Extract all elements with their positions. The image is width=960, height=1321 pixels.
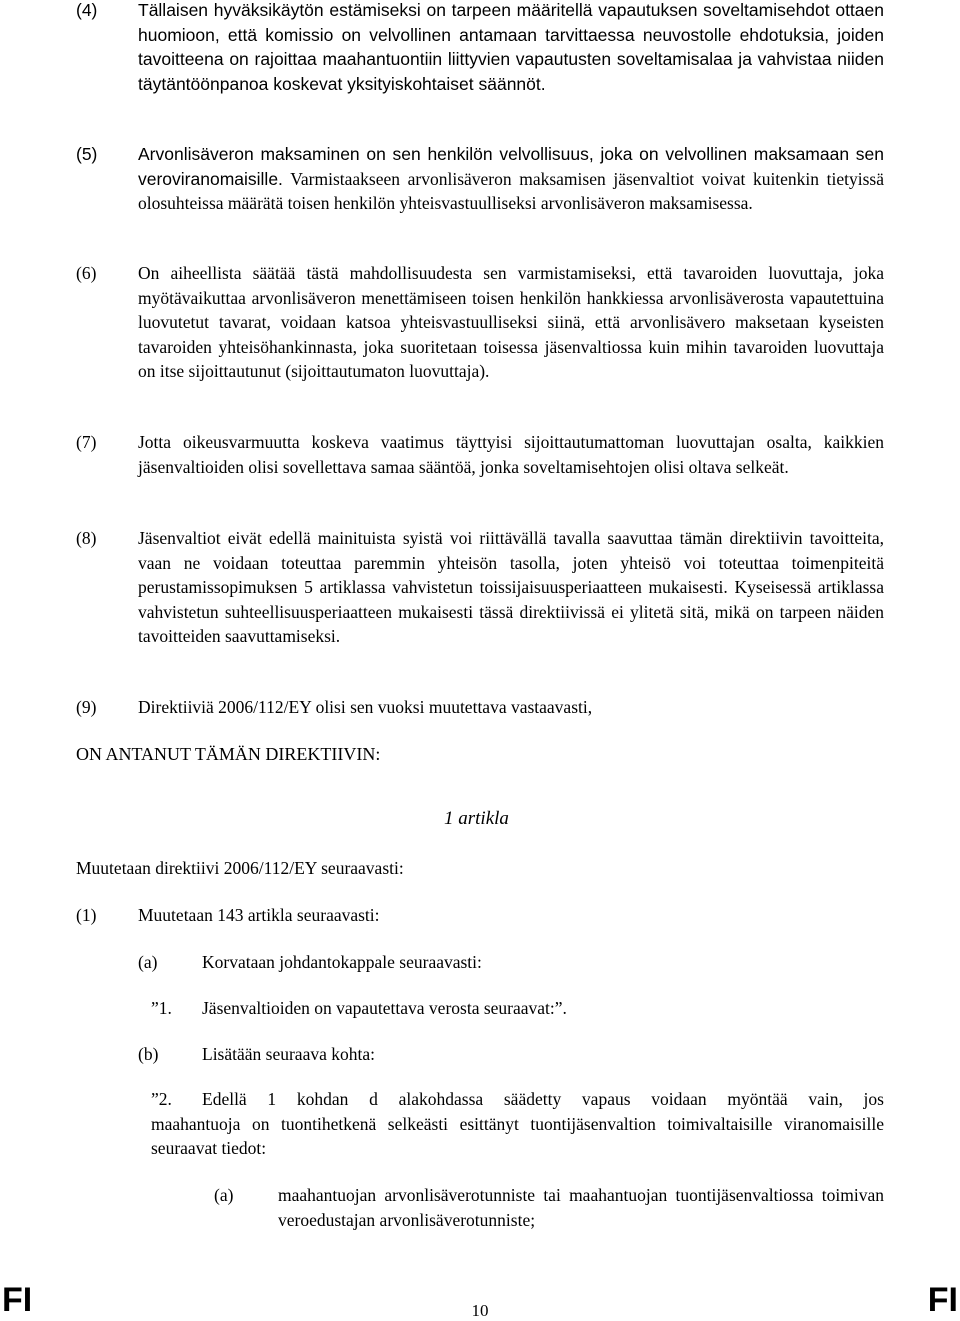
recital-number: (5) bbox=[76, 144, 98, 164]
footer-language-left: FI bbox=[2, 1281, 33, 1319]
recital-text: On aiheellista säätää tästä mahdollisuudesta sen varmistamiseksi, että tavaroiden luovuttaja, joka myötävaikuttaa arvonlisäveron menettämiseen toisen henkilön hankkiessa arvonlisäverosta vapautettuina luovutetut tavarat, voidaan katsoa yhteisvastuulliseksi siinä, että arvonlisävero maksetaan kyseisten tavaroiden yhteisöhankinnasta, joka suoritetaan toisessa jäsenvaltiossa kuin mihin tavaroiden luovuttaja on itse sijoittautunut (sijoittautumaton luovuttaja). bbox=[138, 263, 884, 381]
quoted-point-2-text-rest: maahantuoja on tuontihetkenä selkeästi esittänyt tuontijäsenvaltion toimivaltaisille viranomaisille seuraavat tiedot: bbox=[151, 1113, 884, 1158]
quoted-point-2 bbox=[151, 1087, 884, 1161]
recital-text: Jotta oikeusvarmuutta koskeva vaatimus täyttyisi sijoittautumattoman luovuttajan osalta, kaikkien jäsenvaltioiden olisi sovellettava samaa sääntöä, jonka soveltamisehtojen olisi oltava selkeät. bbox=[138, 432, 884, 477]
recital-4 bbox=[76, 0, 884, 96]
recital-number: (7) bbox=[76, 432, 97, 452]
sub-point-b-text: Lisätään seuraava kohta: bbox=[202, 1044, 375, 1064]
item-a bbox=[214, 1183, 884, 1232]
quoted-point-1-number: ”1. bbox=[151, 998, 172, 1018]
article-intro: Muutetaan direktiivi 2006/112/EY seuraavasti: bbox=[76, 858, 404, 878]
recital-5 bbox=[76, 142, 884, 216]
quoted-point-2-text-first: Edellä 1 kohdan d alakohdassa säädetty vapaus voidaan myöntää vain, jos bbox=[202, 1089, 884, 1109]
page-number: 10 bbox=[471, 1301, 489, 1320]
recital-number: (6) bbox=[76, 263, 97, 283]
recital-text: Direktiiviä 2006/112/EY olisi sen vuoksi muutettava vastaavasti, bbox=[138, 697, 593, 717]
recital-text-part-b: Varmistaakseen arvonlisäveron maksamisen jäsenvaltiot voivat kuitenkin tietyissä olosuhteissa määrätä toisen henkilön yhteisvastuulliseksi arvonlisäveron maksamisessa. bbox=[138, 168, 884, 213]
quoted-point-1-text: Jäsenvaltioiden on vapautettava verosta seuraavat:”. bbox=[202, 998, 567, 1018]
quoted-point-2-number: ”2. bbox=[151, 1089, 172, 1109]
recital-text: Jäsenvaltiot eivät edellä mainituista syistä voi riittävällä tavalla saavuttaa tämän direktiivin tavoitteita, vaan ne voidaan toteuttaa paremmin yhteisön tasolla, joten yhteisö voi toteuttaa toimenpiteitä perustamissopimuksen 5 artiklassa vahvistetun toissijaisuusperiaatteen mukaisesti. Kyseisessä artiklassa vahvistetun suhteellisuusperiaatteen mukaisesti tässä direktiivissä ei ylitetä sitä, mikä on tarpeen näiden tavoitteiden saavuttamiseksi. bbox=[138, 528, 884, 646]
sub-point-a-number: (a) bbox=[138, 952, 158, 972]
quoted-point-2-first-line bbox=[151, 1087, 884, 1112]
amendment-1-number: (1) bbox=[76, 905, 97, 925]
footer-language-right: FI bbox=[927, 1281, 958, 1319]
recital-text-part-a: Arvonlisäveron maksaminen on sen henkilön velvollisuus, joka on velvollinen maksamaan sen veroviranomaisille. bbox=[138, 144, 884, 189]
recital-number: (9) bbox=[76, 697, 97, 717]
amendment-1-text: Muutetaan 143 artikla seuraavasti: bbox=[138, 905, 380, 925]
recital-6 bbox=[76, 261, 884, 384]
sub-point-b-number: (b) bbox=[138, 1044, 159, 1064]
item-a-text: maahantuojan arvonlisäverotunniste tai maahantuojan tuontijäsenvaltiossa toimivan veroedustajan arvonlisäverotunniste; bbox=[278, 1185, 884, 1230]
item-a-number: (a) bbox=[214, 1185, 234, 1205]
recital-number: (4) bbox=[76, 0, 98, 20]
recital-9 bbox=[76, 695, 884, 720]
enacting-declaration: ON ANTANUT TÄMÄN DIREKTIIVIN: bbox=[76, 744, 381, 764]
article-heading: 1 artikla bbox=[444, 808, 509, 829]
recital-8 bbox=[76, 526, 884, 649]
recital-text bbox=[138, 142, 884, 216]
recital-number: (8) bbox=[76, 528, 97, 548]
recital-7 bbox=[76, 430, 884, 479]
sub-point-a-text: Korvataan johdantokappale seuraavasti: bbox=[202, 952, 482, 972]
recital-text: Tällaisen hyväksikäytön estämiseksi on tarpeen määritellä vapautuksen soveltamisehdot ottaen huomioon, että komissio on velvollinen antamaan tarvittaessa neuvostolle ehdotuksia, joiden tavoitteena on rajoittaa maahantuontiin liittyvien vapautusten soveltamisalaa ja vahvistaa niiden täytäntöönpanoa koskevat yksityiskohtaiset säännöt. bbox=[138, 0, 884, 94]
